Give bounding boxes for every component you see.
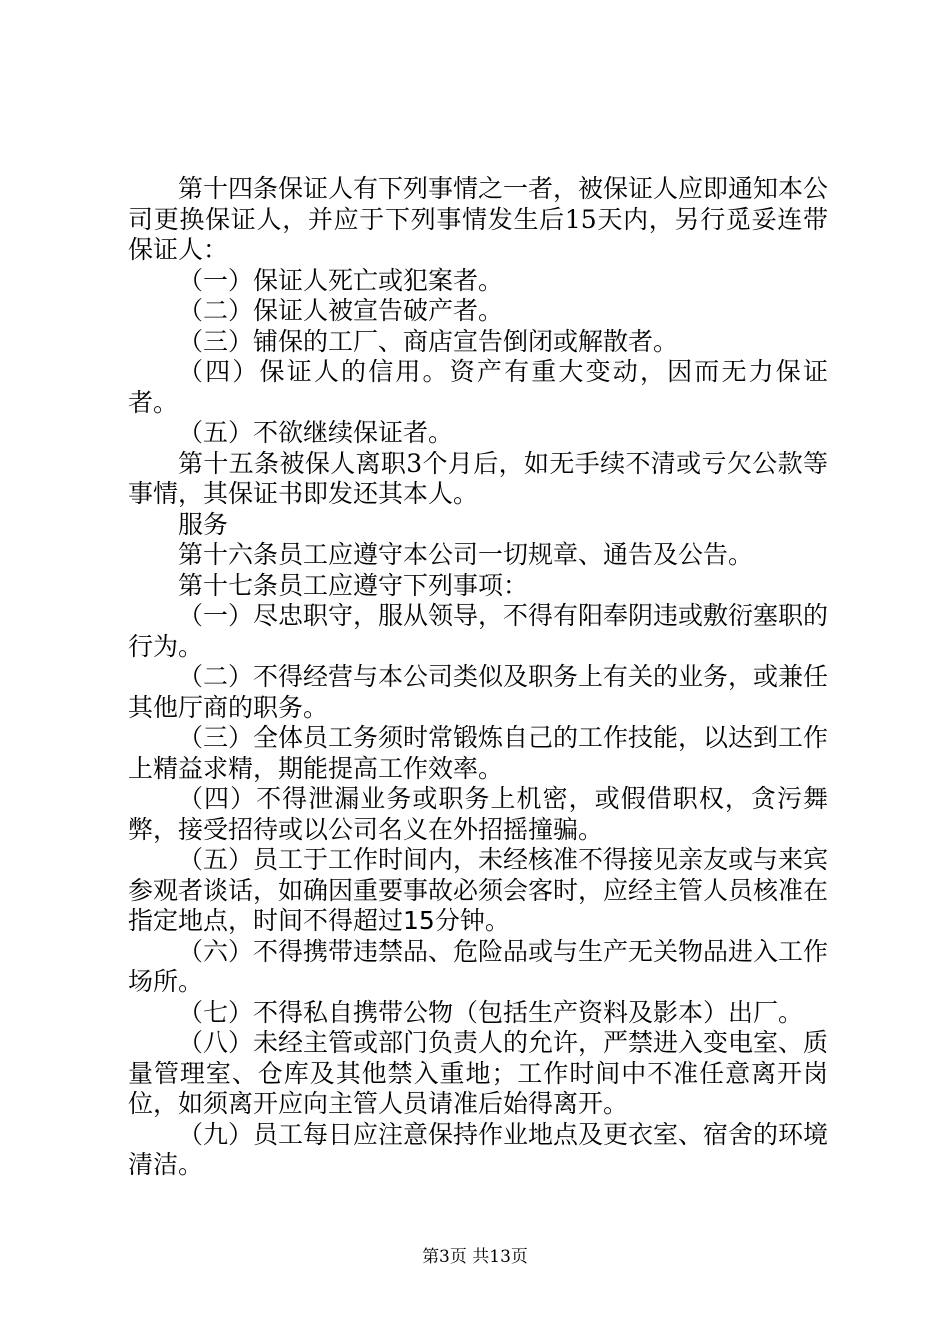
article-14-item-4-part-a: （四）保证人的信用。 [178,357,450,386]
article-14-item-3: （三）铺保的工厂、商店宣告倒闭或解散者。 [178,326,679,356]
article-17-item-9: （九）员工每日应注意保持作业地点及更衣室、宿舍的环境清洁。 [128,1119,829,1179]
page-number-label: 第3页 共13页 [422,1247,528,1267]
page-footer [0,1242,950,1267]
article-14-item-4 [128,357,828,418]
article-17-item-7: （七）不得私自携带公物（包括生产资料及影本）出厂。 [178,997,804,1027]
article-14-item-1: （一）保证人死亡或犯案者。 [178,265,504,295]
article-17-item-2: （二）不得经营与本公司类似及职务上有关的业务，或兼任其他厅商的职务。 [128,662,829,722]
article-17-item-8: （八）未经主管或部门负责人的允许，严禁进入变电室、质量管理室、仓库及其他禁入重地；工作时间中不准任意离开岗位，如须离开应向主管人员请准后始得离开。 [128,1028,829,1118]
article-14-paragraph: 第十四条保证人有下列事情之一者，被保证人应即通知本公司更换保证人，并应于下列事情发生后15天内，另行觅妥连带保证人： [128,174,829,264]
document-body [128,174,828,1181]
article-15-paragraph: 第十五条被保人离职3个月后，如无手续不清或亏欠公款等事情，其保证书即发还其本人。 [128,448,828,508]
article-14-item-2: （二）保证人被宣告破产者。 [178,296,504,325]
article-17-item-6: （六）不得携带违禁品、危险品或与生产无关物品进入工作场所。 [128,936,829,996]
article-17-paragraph: 第十七条员工应遵守下列事项： [178,570,529,600]
article-17-item-4: （四）不得泄漏业务或职务上机密，或假借职权，贪污舞弊，接受招待或以公司名义在外招摇撞骗。 [128,784,828,844]
article-17-item-5: （五）员工于工作时间内，未经核准不得接见亲友或与来宾参观者谈话，如确因重要事故必须会客时，应经主管人员核准在指定地点，时间不得超过15分钟。 [128,845,829,935]
article-16-paragraph: 第十六条员工应遵守本公司一切规章、通告及公告。 [178,540,754,569]
article-17-item-3: （三）全体员工务须时常锻炼自己的工作技能，以达到工作上精益求精，期能提高工作效率。 [128,723,829,783]
article-17-item-1: （一）尽忠职守，服从领导，不得有阳奉阴违或敷衍塞职的行为。 [128,601,829,661]
article-14-item-4-part-b: 资产有重大变动，因而无力保证者。 [128,357,828,417]
article-14-item-5: （五）不欲继续保证者。 [178,418,454,447]
section-heading-service: 服务 [178,509,229,539]
